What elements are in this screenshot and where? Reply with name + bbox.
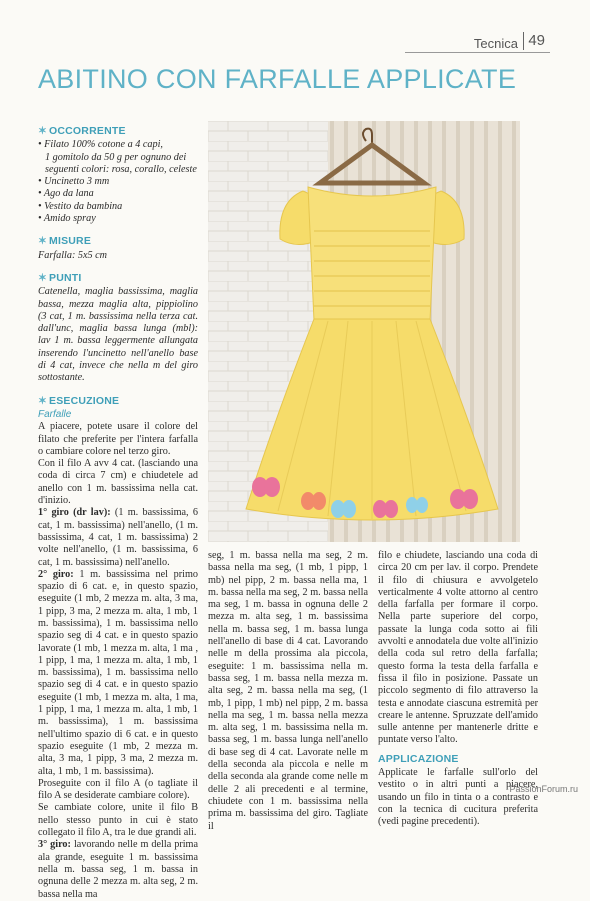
occorrente-item: • Ago da lana — [38, 188, 94, 200]
header-rule — [405, 52, 550, 53]
giro-1: 1° giro (dr lav): (1 m. bassissima, 6 cat, 1 m. bassissima) nell'anello, (1 m. bassissima, 4 cat, 1 m. bassissima) 2 volte nell'anello, (1 m. bassissima, 6 cat, 1 m. bassissima) nell'anello. — [38, 507, 198, 568]
page-title: ABITINO CON FARFALLE APPLICATE — [38, 64, 517, 94]
heading-applicazione: APPLICAZIONE — [378, 752, 459, 765]
applicazione-text: Applicate le farfalle sull'orlo del vestito o in altri punti a piacere, usando un filo in tinta o a contrasto e con la tecnica di cucitura preferita (vedi pagine precedenti). — [378, 767, 538, 828]
page-number: 49 — [523, 32, 545, 50]
giro-2: 2° giro: 1 m. bassissima nel primo spazio di 6 cat. e, in questo spazio, eseguite (1 mb, 2 mezza m. alta, 3 ma, 1 pipp, 3 ma, 2 mezza m. alta, 1 mb, 1 m. bassissima), 1 m. bassissima nello spazio seg di 4 cat. e in questo spazio lavorate (1 mb, 1 mezza m. alta, 1 ma , 1 pipp, 1 ma, 1 mezza m. alta, 1 mb, 1 m. bassissima), 1 m. bassissima nello spazio seg di 4 cat. e in questo spazio eseguite (1 mb, 1 mezza m. alta, 1 ma, 1 pipp, 1 ma, 1 mezza m. alta, 1 mb, 1 m. bassissima), 1 m. bassissima nell'ultimo spazio di 6 cat. e in questo spazio eseguite (1 mb, 2 mezza m. alta, 3 ma, 1 pipp, 3 ma, 2 mezza m. alta, 1 mb, 1 m. bassissima). — [38, 568, 198, 777]
dress-illustration — [208, 121, 520, 542]
esecuzione-paragraph: Se cambiate colore, unite il filo B nello stesso punto in cui è stato collegato il filo A, tra le due grandi ali. — [38, 802, 198, 839]
esecuzione-paragraph: A piacere, potete usare il colore del filato che preferite per l'intera farfalla o cambiare colore nel terzo giro. — [38, 421, 198, 457]
occorrente-item: • Amido spray — [38, 213, 96, 225]
misure-text: Farfalla: 5x5 cm — [38, 249, 108, 261]
occorrente-item: • Filato 100% cotone a 4 capi, — [38, 139, 163, 151]
col2-text: seg, 1 m. bassa nella ma seg, 2 m. bassa nella ma seg, (1 mb, 1 pipp, 1 mb) nel pipp, 2 m. bassa nella ma, 1 m. bassa nella ma seg, 2 m. bassa nella ma seg, 1 m. bassa in ognuna delle 2 mezza m. alta seg, 1 m. bassissima nella m. bassa seg, 1 m. bassa lunga nell'anello di base di 4 cat. Lavorando nelle m della prossima ala piccola, eseguite: 1 m. bassissima nella m. bassa seg, 1 m. bassa nella mezza m. alta seg, 2 m. bassa nella ma seg, (1 mb, 1 pipp, 1 mb) nel pipp, 2 m. bassa nella ma seg, 1 m. bassa nella mezza m. alta seg, 1 m. bassissima nella m. bassa seg, 1 m. bassa lunga nell'anello di base seg di 4 cat. Lavorate nelle m della seconda ala piccola e nelle m della seconda ala grande come nelle m delle 2 ali precedenti e al termine, chiudete con 1 m. bassissima nella prima m. bassissima del giro. Tagliate il — [208, 550, 368, 832]
giro-3: 3° giro: lavorando nelle m della prima ala grande, eseguite 1 m. bassissima nella m. bassa seg, 1 m. bassa in ognuna delle 2 mezza m. alta seg, 2 m. bassa nella ma — [38, 839, 199, 900]
heading-misure: ✶ MISURE — [38, 235, 92, 248]
subheading-farfalle: Farfalle — [38, 408, 72, 420]
punti-text: Catenella, maglia bassissima, maglia bassa, mezza maglia alta, pippiolino (3 cat, 1 m. bassissima nella terza cat. dall'unc, maglia bassa lunga (mbl): lav 1 m. bassa leggermente allungata inserendo l'uncinetto nell'anello base di 4 cat, invece che nella m del giro sottostante. — [38, 286, 198, 384]
occorrente-item: • Vestito da bambina — [38, 200, 123, 212]
esecuzione-paragraph: Con il filo A avv 4 cat. (lasciando una coda di circa 7 cm) e chiudetele ad anello con 1 m. bassissima nella cat. d'inizio. — [38, 458, 198, 507]
esecuzione-paragraph: Proseguite con il filo A (o tagliate il filo A se desiderate cambiare colore). — [38, 777, 198, 802]
occorrente-item: 1 gomitolo da 50 g per ognuno dei seguenti colori: rosa, corallo, celeste — [45, 151, 197, 175]
watermark: PassionForum.ru — [509, 784, 578, 794]
section-label: Tecnica — [473, 36, 518, 51]
col3-text: filo e chiudete, lasciando una coda di circa 20 cm per lav. il corpo. Prendete il filo di chiusura e avvolgetelo verticalmente 4 volte attorno al centro della farfalla per formare il corpo. Nella parte superiore del corpo, passate la lunga coda sotto ai fili avvolti e annodatela due volte all'inizio della coda sul retro della farfalla; questo forma la testa della farfalla e fissa il filo in posizione. Passate un piccolo segmento di filo attraverso la testa e annodate ciascuna estremità per creare le antenne. Spruzzate dell'amido sulle antenne per mantenerle dritte e puntate verso l'alto. — [378, 550, 538, 746]
left-column — [38, 125, 198, 901]
heading-esecuzione: ✶ ESECUZIONE — [38, 394, 120, 407]
dress-photo — [208, 121, 520, 542]
occorrente-item: • Uncinetto 3 mm — [38, 176, 110, 188]
page-header — [0, 30, 590, 54]
heading-punti: ✶ PUNTI — [38, 271, 82, 284]
middle-column — [208, 550, 368, 833]
heading-occorrente: ✶ OCCORRENTE — [38, 125, 126, 137]
